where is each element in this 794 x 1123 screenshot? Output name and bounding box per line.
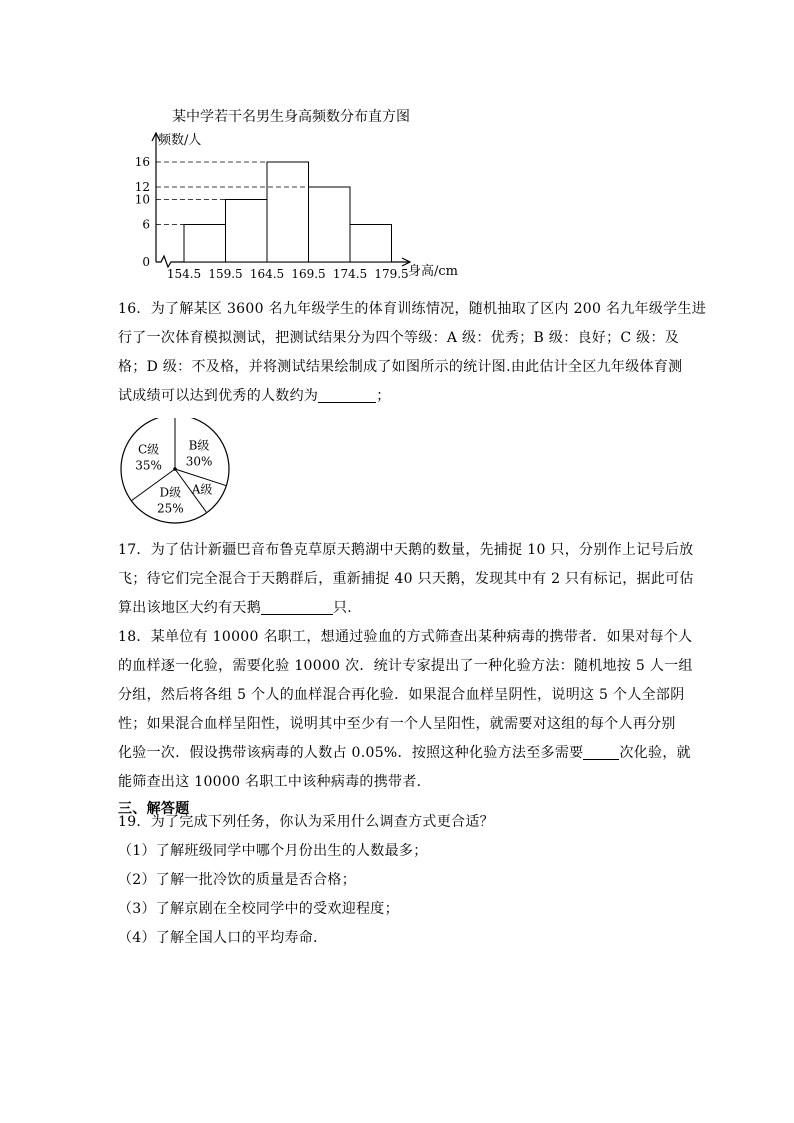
- q16-line-3: 格；D 级：不及格，并将测试结果绘制成了如图所示的统计图.由此估计全区九年级体育测: [118, 359, 683, 375]
- q16-line-2: 行了一次体育模拟测试，把测试结果分为四个等级：A 级：优秀；B 级：良好；C 级：及: [118, 330, 680, 346]
- q16-answer-blank[interactable]: [318, 386, 376, 403]
- q16-line-4-text: 试成绩可以达到优秀的人数约为: [118, 388, 319, 404]
- histogram-title: 某中学若干名男生身高频数分布直方图: [172, 109, 410, 125]
- x-tick-label: 174.5: [332, 267, 368, 281]
- q19-item-3: （3）了解京剧在全校同学中的受欢迎程度；: [118, 901, 399, 917]
- q18-line-2: 的血样逐一化验，需要化验 10000 次．统计专家提出了一种化验方法：随机地按 5 人一组: [118, 658, 693, 674]
- x-tick-label: 154.5: [166, 267, 202, 281]
- histogram-xlabel: 身高/cm: [408, 264, 458, 279]
- pie-slice-name: C级: [137, 442, 160, 457]
- q18-mid: 次化验，就: [619, 745, 691, 761]
- pie-slice-percent: 25%: [157, 501, 184, 516]
- histogram-bar: [226, 200, 268, 263]
- y-tick-label: 10: [134, 192, 150, 207]
- q19-item-4: （4）了解全国人口的平均寿命．: [118, 930, 328, 946]
- question-19: [118, 808, 688, 953]
- histogram-bar: [184, 225, 226, 263]
- q18-line-5-text: 化验一次．假设携带该病毒的人数占 0.05%．按照这种化验方法至多需要: [118, 745, 584, 761]
- question-18: [118, 623, 693, 797]
- q19-item-1: （1）了解班级同学中哪个月份出生的人数最多；: [118, 843, 428, 859]
- q18-line-5: [118, 739, 691, 768]
- q18-line-4: 性；如果混合血样呈阳性，说明其中至少有一个人呈阳性，就需要对这组的每个人再分别: [118, 716, 676, 732]
- question-17: [118, 536, 694, 623]
- histogram-ylabel: 频数/人: [158, 133, 202, 148]
- pie-slice-percent: 30%: [185, 454, 213, 469]
- pie-slice-name: D级: [159, 485, 182, 500]
- x-tick-label: 169.5: [291, 267, 326, 281]
- q16-line-4: [118, 382, 688, 411]
- q18-line-1: 18．某单位有 10000 名职工，想通过验血的方式筛查出某种病毒的携带者．如果对每个人: [118, 629, 693, 645]
- y-tick-label: 6: [142, 217, 150, 232]
- q17-line-3: [118, 594, 688, 623]
- question-16: [118, 295, 707, 411]
- q17-line-2: 飞；待它们完全混合于天鹅群后，重新捕捉 40 只天鹅，发现其中有 2 只有标记，据此可估: [118, 571, 694, 587]
- q19-line-1: 19．为了完成下列任务，你认为采用什么调查方式更合适？: [118, 814, 494, 830]
- q17-line-3-text: 算出该地区大约有天鹅: [118, 600, 261, 616]
- q16-tail: ；: [376, 388, 391, 404]
- x-tick-label: 159.5: [208, 267, 243, 281]
- histogram-bar: [350, 225, 392, 263]
- q17-tail: 只.: [333, 600, 353, 616]
- pie-slice-percent: 35%: [135, 458, 162, 473]
- histogram-chart: [120, 100, 480, 285]
- q17-line-1: 17．为了估计新疆巴音布鲁克草原天鹅湖中天鹅的数量，先捕捉 10 只，分别作上记号后放: [118, 542, 694, 558]
- q18-answer-blank[interactable]: [583, 743, 619, 760]
- pie-center-dot: [173, 467, 177, 471]
- pie-chart: [112, 418, 242, 528]
- q19-item-2: （2）了解一批冷饮的质量是否合格；: [118, 872, 357, 888]
- pie-slice-name: A级: [191, 482, 213, 497]
- y-tick-label: 16: [134, 155, 150, 169]
- q18-line-3: 分组，然后将各组 5 个人的血样混合再化验．如果混合血样呈阴性，说明这 5 个人全部阴: [118, 687, 685, 703]
- section-heading: 三、解答题: [118, 801, 190, 817]
- histogram-bar: [309, 187, 351, 262]
- y-tick-label: 12: [134, 180, 150, 194]
- histogram-bar: [267, 162, 309, 262]
- x-tick-label: 164.5: [249, 267, 285, 281]
- x-tick-label: 179.5: [374, 267, 409, 281]
- q16-line-1: 16．为了解某区 3600 名九年级学生的体育训练情况，随机抽取了区内 200 名九年级学生进: [118, 301, 707, 317]
- q18-line-6: 能筛查出这 10000 名职工中该种病毒的携带者．: [118, 774, 431, 790]
- y-tick-label: 0: [142, 255, 150, 269]
- q17-answer-blank[interactable]: [261, 598, 333, 615]
- pie-slice-name: B级: [188, 438, 210, 453]
